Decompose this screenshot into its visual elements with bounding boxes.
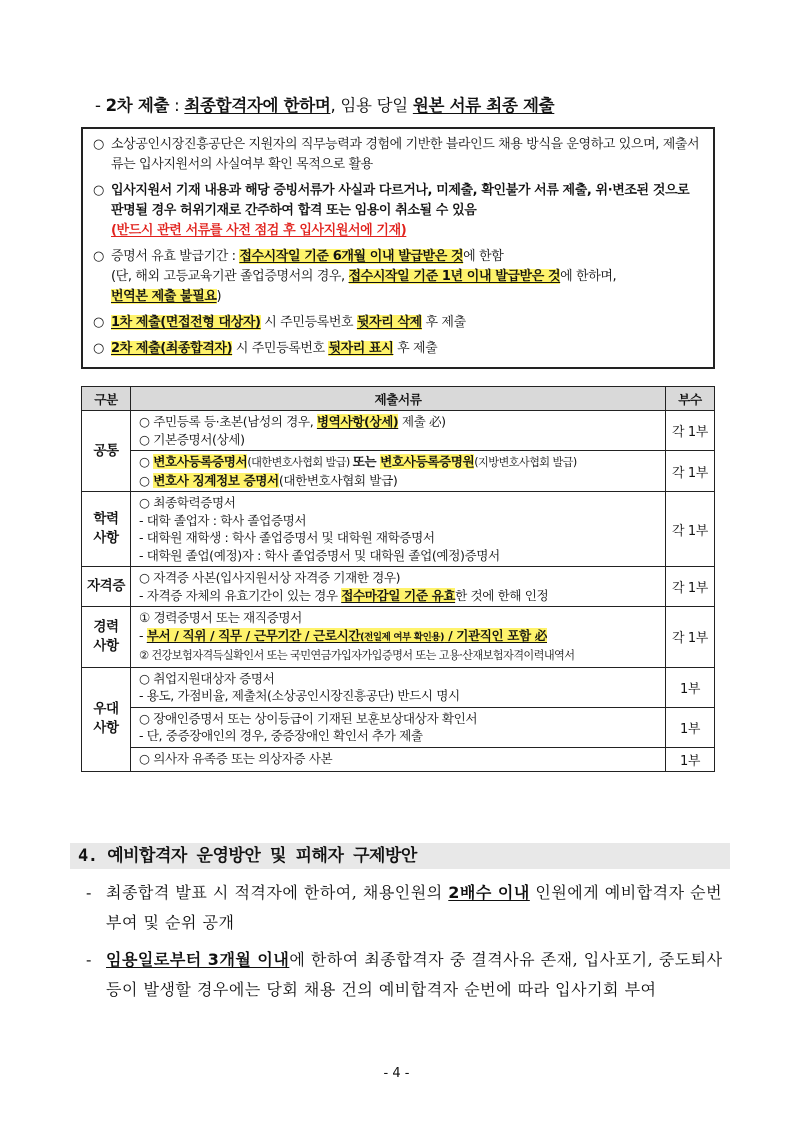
doc-text: ○ 취업지원대상자 증명서 xyxy=(139,670,275,686)
doc-text: ② 건강보험자격득실확인서 또는 국민연금가입자가입증명서 또는 고용·산재보험자격이력내역서 xyxy=(139,649,575,662)
header-category: 구분 xyxy=(82,387,131,411)
para-text-a: 최종합격 발표 시 적격자에 한하여, 채용인원의 xyxy=(106,883,449,902)
doc-career xyxy=(131,607,666,668)
doc-military: 병역사항(상세) xyxy=(316,414,399,429)
category-license: 자격증 xyxy=(82,567,131,607)
section-4-title: 4. 예비합격자 운영방안 및 피해자 구제방안 xyxy=(70,843,730,869)
notice-delete: 뒷자리 삭제 xyxy=(356,315,422,330)
doc-text: - 대학 졸업자 : 학사 졸업증명서 xyxy=(139,512,307,528)
notice-text-3b: 에 한함 xyxy=(463,249,504,264)
notice-first-submission: 1차 제출(면접전형 대상자) xyxy=(111,315,261,330)
section-4-paragraph-1 xyxy=(86,878,726,938)
notice-item-5 xyxy=(93,339,705,359)
doc-education xyxy=(131,492,666,567)
bullet-icon: ○ xyxy=(93,249,104,264)
notice-text-3a: 증명서 유효 발급기간 : xyxy=(111,249,240,264)
notice-warning: (반드시 관련 서류를 사전 점검 후 입사지원서에 기재) xyxy=(111,223,407,238)
doc-text: 한 것에 한해 인정 xyxy=(455,587,549,603)
notice-text-2: 입사지원서 기재 내용과 해당 증빙서류가 사실과 다르거나, 미제출, 확인불가 서류 제출, 위·변조된 것으로 판명될 경우 허위기재로 간주하여 합격 또는 임용이 취소될 수 있음 xyxy=(111,183,690,218)
category-education xyxy=(82,492,131,567)
doc-license-valid: 접수마감일 기준 유효 xyxy=(341,587,456,603)
table-row xyxy=(82,747,715,771)
count-cell: 1부 xyxy=(666,667,715,707)
table-row xyxy=(82,667,715,707)
doc-text: ○ 장애인증명서 또는 상이등급이 기재된 보훈보상대상자 확인서 xyxy=(139,710,478,726)
header-documents: 제출서류 xyxy=(131,387,666,411)
doc-text: 부서 / 직위 / 직무 / 근무기간 / 근로시간 xyxy=(146,627,361,643)
bullet-icon: ○ xyxy=(93,183,104,198)
table-row xyxy=(82,492,715,567)
doc-text: ○ xyxy=(139,472,154,488)
category-preference xyxy=(82,667,131,771)
doc-text: / 기관직인 포함 必 xyxy=(444,627,548,643)
notice-show: 뒷자리 표시 xyxy=(328,341,394,356)
doc-text: - xyxy=(139,627,147,643)
doc-preference-3 xyxy=(131,747,666,771)
doc-common-1 xyxy=(131,411,666,451)
title-colon: : xyxy=(169,96,185,115)
doc-text: ○ 자격증 사본(입사지원서상 자격증 기재한 경우) xyxy=(139,570,401,585)
notice-text-1: 소상공인시장진흥공단은 지원자의 직무능력과 경험에 기반한 블라인드 채용 방식을 운영하고 있으며, 제출서류는 입사지원서의 사실여부 확인 목적으로 활용 xyxy=(111,137,700,172)
notice-item-2 xyxy=(93,181,705,241)
header-count: 부수 xyxy=(666,387,715,411)
doc-text: - 대학원 재학생 : 학사 졸업증명서 및 대학원 재학증명서 xyxy=(139,530,435,545)
bullet-icon: ○ xyxy=(93,137,104,152)
count-cell: 각 1부 xyxy=(666,492,715,567)
count-cell: 각 1부 xyxy=(666,607,715,668)
para-highlight: 2배수 이내 xyxy=(448,883,530,902)
count-cell: 각 1부 xyxy=(666,411,715,451)
table-row xyxy=(82,411,715,451)
title-mid: , 임용 당일 xyxy=(330,96,413,115)
count-cell: 1부 xyxy=(666,747,715,771)
notice-second-submission: 2차 제출(최종합격자) xyxy=(111,341,233,356)
count-cell: 각 1부 xyxy=(666,567,715,607)
table-row xyxy=(82,451,715,492)
category-common: 공통 xyxy=(82,411,131,492)
doc-text: ○ 기본증명서(상세) xyxy=(139,431,245,447)
notice-item-1 xyxy=(93,135,705,175)
bullet-icon: ○ xyxy=(93,341,104,356)
doc-discipline: 변호사 징계정보 증명서 xyxy=(153,472,279,488)
doc-text: ① 경력증명서 또는 재직증명서 xyxy=(139,610,302,625)
notice-text-3e: ) xyxy=(216,289,222,304)
notice-text-5b: 후 제출 xyxy=(393,341,438,356)
category-label: 경력 사항 xyxy=(93,618,119,654)
notice-text-3c: (단, 해외 고등교육기관 졸업증명서의 경우, xyxy=(111,269,349,284)
notice-overseas-validity: 접수시작일 기준 1년 이내 발급받은 것 xyxy=(348,269,561,284)
doc-preference-2 xyxy=(131,707,666,747)
notice-text-5a: 시 주민등록번호 xyxy=(232,341,329,356)
table-row xyxy=(82,607,715,668)
doc-preference-1 xyxy=(131,667,666,707)
doc-text: (대한변호사협회 발급) xyxy=(278,472,398,488)
para-highlight: 임용일로부터 3개월 이내 xyxy=(106,950,290,969)
page-number: - 4 - xyxy=(383,1066,410,1081)
doc-text: ○ 의사자 유족증 또는 의상자증 사본 xyxy=(139,751,333,767)
title-dash: - xyxy=(95,96,106,115)
doc-text: 또는 xyxy=(352,454,381,469)
notice-text-4a: 시 주민등록번호 xyxy=(260,315,357,330)
notice-item-3 xyxy=(93,247,705,307)
notice-validity: 접수시작일 기준 6개월 이내 발급받은 것 xyxy=(239,249,464,264)
submission-title xyxy=(95,92,745,116)
category-label: 우대 사항 xyxy=(93,701,119,736)
doc-text: ○ 주민등록 등·초본(남성의 경우, xyxy=(139,414,317,429)
title-final: 원본 서류 최종 제출 xyxy=(412,96,555,115)
doc-text: - 용도, 가점비율, 제출처(소상공인시장진흥공단) 반드시 명시 xyxy=(139,688,460,703)
para-text xyxy=(86,878,726,938)
table-row xyxy=(82,567,715,607)
notice-item-4 xyxy=(93,313,705,333)
notice-translation: 번역본 제출 불필요 xyxy=(111,289,217,304)
doc-text: - 자격증 자체의 유효기간이 있는 경우 xyxy=(139,587,342,603)
doc-text: - 대학원 졸업(예정)자 : 학사 졸업증명서 및 대학원 졸업(예정)증명서 xyxy=(139,547,500,563)
table-header-row xyxy=(82,387,715,411)
doc-text: (전일제 여부 확인용) xyxy=(360,631,445,643)
para-text-b: 인원에게 예비합격자 순번 부여 및 순위 공개 xyxy=(106,883,723,932)
doc-text: ○ xyxy=(139,454,154,469)
para-dash: - xyxy=(86,950,92,969)
doc-lawyer-cert2: 변호사등록증명원 xyxy=(380,454,475,469)
documents-table xyxy=(81,386,715,772)
doc-text: ○ 최종학력증명서 xyxy=(139,495,236,510)
category-career xyxy=(82,607,131,668)
count-cell: 1부 xyxy=(666,707,715,747)
title-stage: 2차 제출 xyxy=(105,96,170,115)
table-row xyxy=(82,707,715,747)
doc-license xyxy=(131,567,666,607)
doc-common-2 xyxy=(131,451,666,492)
para-dash: - xyxy=(86,883,92,902)
para-text-a: 에 한하여 최종합격자 중 결격사유 존재, 입사포기, 중도퇴사 등이 발생할 경우에는 당회 채용 건의 예비합격자 순번에 따라 입사기회 부여 xyxy=(106,950,723,999)
doc-career-required xyxy=(147,628,547,643)
doc-text: (지방변호사협회 발급) xyxy=(474,456,577,469)
count-cell: 각 1부 xyxy=(666,451,715,492)
para-text xyxy=(86,945,726,1005)
doc-text: - 단, 중증장애인의 경우, 중증장애인 확인서 추가 제출 xyxy=(139,728,423,743)
category-label: 학력 사항 xyxy=(93,511,119,546)
notice-text-3d: 에 한하며, xyxy=(560,269,617,284)
notice-text-4b: 후 제출 xyxy=(421,315,466,330)
doc-text: 제출 必) xyxy=(398,414,446,429)
notice-box xyxy=(81,127,715,369)
doc-lawyer-cert: 변호사등록증명서 xyxy=(153,454,248,469)
doc-text: (대한변호사협회 발급) xyxy=(247,456,353,469)
title-condition: 최종합격자에 한하며 xyxy=(184,96,331,115)
bullet-icon: ○ xyxy=(93,315,104,330)
section-4-paragraph-2 xyxy=(86,945,726,1005)
